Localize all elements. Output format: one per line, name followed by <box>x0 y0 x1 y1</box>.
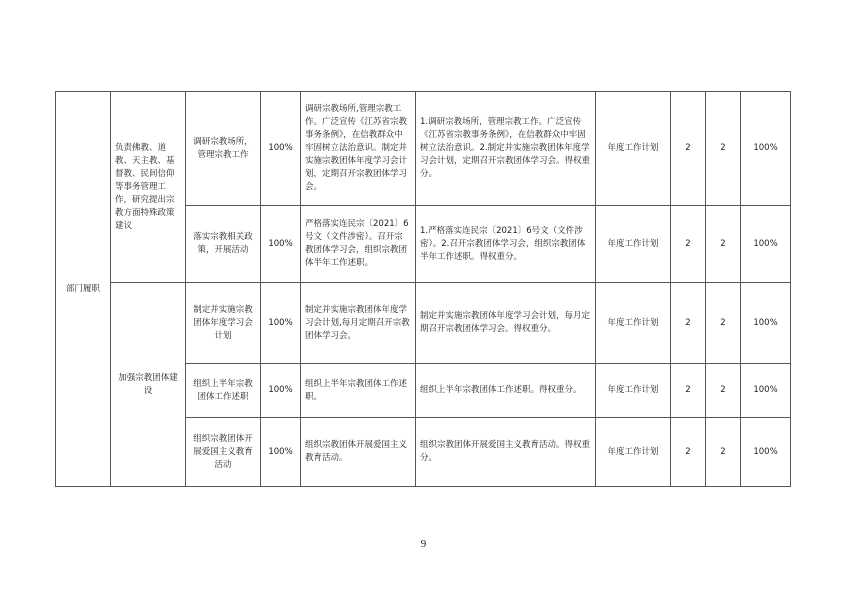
source-cell: 年度工作计划 <box>596 206 671 283</box>
source-cell: 年度工作计划 <box>596 92 671 206</box>
task-cell: 落实宗教相关政策，开展活动 <box>186 206 261 283</box>
group-name-cell: 加强宗教团体建设 <box>111 283 186 487</box>
task-cell: 组织上半年宗教团体工作述职 <box>186 364 261 418</box>
weight-cell: 100% <box>261 283 301 364</box>
standard-cell: 1.严格落实连民宗〔2021〕6号文（文件涉密）。2.召开宗教团体学习会，组织宗教团体半年工作述职。得权重分。 <box>416 206 596 283</box>
content-cell: 组织宗教团体开展爱国主义教育活动。 <box>301 418 416 487</box>
source-cell: 年度工作计划 <box>596 283 671 364</box>
weight-cell: 100% <box>261 418 301 487</box>
value-cell: 2 <box>706 206 741 283</box>
value-cell: 2 <box>671 283 706 364</box>
content-cell: 组织上半年宗教团体工作述职。 <box>301 364 416 418</box>
value-cell: 2 <box>671 364 706 418</box>
task-cell: 调研宗教场所，管理宗教工作 <box>186 92 261 206</box>
value-cell: 2 <box>671 206 706 283</box>
table-row <box>56 283 791 364</box>
table-row <box>56 92 791 206</box>
level1-cell: 部门履职 <box>56 92 111 487</box>
value-cell: 2 <box>671 92 706 206</box>
task-cell: 制定并实施宗教团体年度学习会计划 <box>186 283 261 364</box>
content-cell: 制定并实施宗教团体年度学习会计划,每月定期召开宗教团体学习会。 <box>301 283 416 364</box>
performance-table <box>55 91 791 487</box>
rate-cell: 100% <box>741 206 791 283</box>
task-cell: 组织宗教团体开展爱国主义教育活动 <box>186 418 261 487</box>
weight-cell: 100% <box>261 92 301 206</box>
value-cell: 2 <box>706 92 741 206</box>
rate-cell: 100% <box>741 418 791 487</box>
content-cell: 调研宗教场所,管理宗教工作。广泛宣传《江苏省宗教事务条例》，在信教群众中牢固树立法治意识。制定并实施宗教团体年度学习会计划，定期召开宗教团体学习会。 <box>301 92 416 206</box>
value-cell: 2 <box>706 283 741 364</box>
value-cell: 2 <box>706 364 741 418</box>
page-number: 9 <box>420 538 427 550</box>
group-name-cell: 负责佛教、道教、天主教、基督教、民间信仰等事务管理工作，研究提出宗教方面特殊政策建议 <box>111 92 186 283</box>
standard-cell: 制定并实施宗教团体年度学习会计划，每月定期召开宗教团体学习会。得权重分。 <box>416 283 596 364</box>
rate-cell: 100% <box>741 364 791 418</box>
weight-cell: 100% <box>261 206 301 283</box>
standard-cell: 1.调研宗教场所，管理宗教工作。广泛宣传《江苏省宗教事务条例》，在信教群众中牢固树立法治意识。2.制定并实施宗教团体年度学习会计划，定期召开宗教团体学习会。得权重分。 <box>416 92 596 206</box>
value-cell: 2 <box>671 418 706 487</box>
source-cell: 年度工作计划 <box>596 418 671 487</box>
standard-cell: 组织上半年宗教团体工作述职。得权重分。 <box>416 364 596 418</box>
rate-cell: 100% <box>741 283 791 364</box>
rate-cell: 100% <box>741 92 791 206</box>
content-cell: 严格落实连民宗〔2021〕6号文（文件涉密）。召开宗教团体学习会，组织宗教团体半年工作述职。 <box>301 206 416 283</box>
weight-cell: 100% <box>261 364 301 418</box>
value-cell: 2 <box>706 418 741 487</box>
standard-cell: 组织宗教团体开展爱国主义教育活动。得权重分。 <box>416 418 596 487</box>
source-cell: 年度工作计划 <box>596 364 671 418</box>
